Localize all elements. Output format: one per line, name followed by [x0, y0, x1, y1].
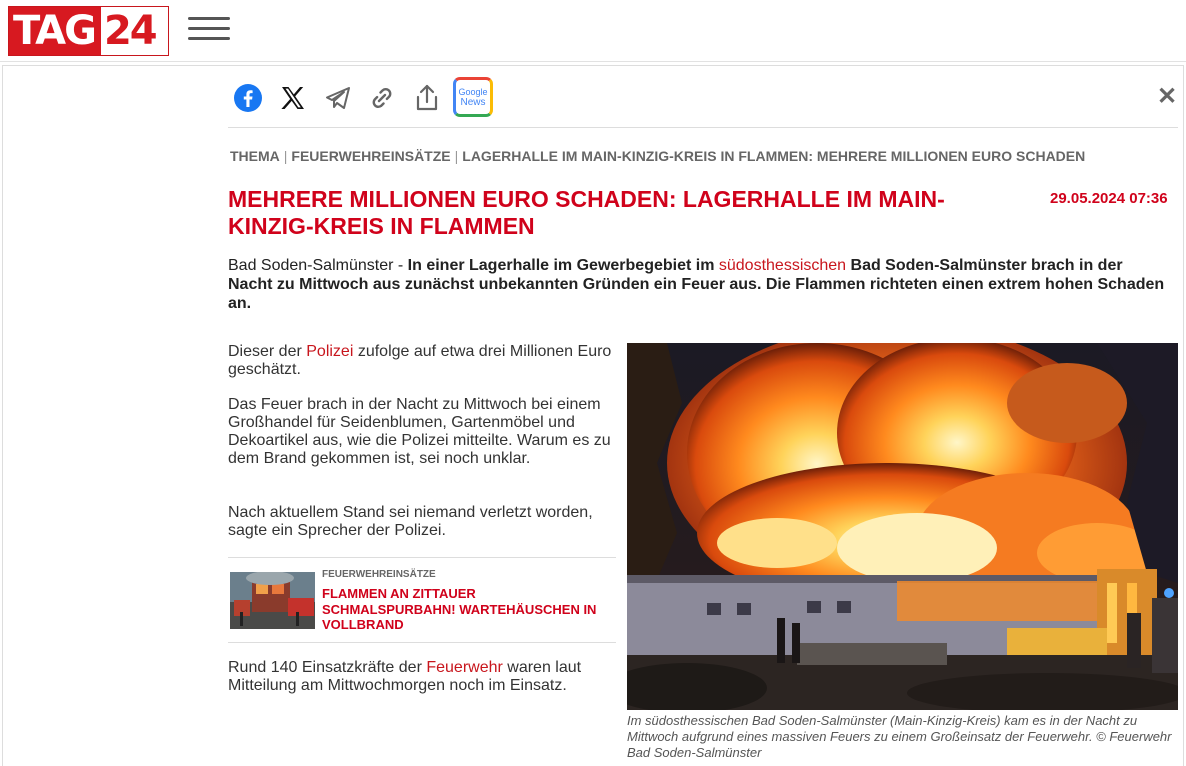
related-article-kicker: FEUERWEHREINSÄTZE — [322, 569, 436, 580]
google-news-label-2: News — [460, 96, 486, 108]
link-icon[interactable] — [364, 80, 400, 116]
breadcrumb-separator: | — [283, 148, 288, 164]
lead-location: Bad Soden-Salmünster - — [228, 257, 408, 274]
telegram-icon[interactable] — [320, 80, 356, 116]
paragraph-text: Rund 140 Einsatzkräfte der — [228, 659, 427, 676]
article-headline: MEHRERE MILLIONEN EURO SCHADEN: LAGERHALLE IM MAIN-KINZIG-KREIS IN FLAMMEN — [228, 186, 945, 239]
article-paragraph-4 — [228, 659, 618, 695]
paragraph-text: Dieser der — [228, 343, 307, 360]
paragraph-text: waren laut Mitteilung am Mittwochmorgen noch im Einsatz. — [228, 659, 582, 694]
lead-link-suedosthessischen[interactable]: südosthessischen — [718, 257, 847, 274]
breadcrumb — [230, 148, 1085, 164]
link-feuerwehr[interactable]: Feuerwehr — [426, 659, 503, 676]
hamburger-icon[interactable] — [188, 17, 230, 43]
tag24-logo[interactable] — [8, 6, 169, 56]
logo-number-text: 24 — [99, 7, 159, 55]
share-bar — [228, 76, 1178, 128]
related-article-thumbnail[interactable] — [230, 572, 315, 629]
related-article-teaser[interactable] — [228, 557, 616, 643]
site-header — [0, 0, 1186, 62]
paragraph-text: zufolge auf etwa drei Millionen Euro geschätzt. — [228, 343, 612, 378]
breadcrumb-feuerwehreinsaetze[interactable]: FEUERWEHREINSÄTZE — [291, 148, 451, 164]
article-date: 29.05.2024 07:36 — [1050, 190, 1168, 207]
facebook-icon[interactable] — [230, 80, 266, 116]
article-paragraph-1 — [228, 343, 618, 379]
lead-text-b: Bad Soden-Salmünster brach in der Nacht zu Mittwoch aus zunächst unbekannten Gründen ein Feuer aus. Die Flammen richteten einen extrem hohen Schaden an. — [228, 257, 1165, 312]
article-paragraph-2: Das Feuer brach in der Nacht zu Mittwoch bei einem Großhandel für Seidenblumen, Gartenmöbel und Dekoartikel aus, wie die Polizei mitteilte. Warum es zu dem Brand gekommen ist, sei noch unklar. — [228, 396, 611, 467]
article-paragraph-3: Nach aktuellem Stand sei niemand verletzt worden, sagte ein Sprecher der Polizei. — [228, 504, 593, 539]
google-news-label-1: Google — [458, 86, 488, 97]
article-photo-fire[interactable] — [627, 343, 1178, 710]
article-lead — [228, 256, 1168, 313]
google-news-icon[interactable] — [453, 77, 493, 117]
link-polizei[interactable]: Polizei — [306, 343, 354, 360]
logo-tag-text: TAG — [9, 7, 99, 55]
breadcrumb-separator: | — [454, 148, 459, 164]
share-icon[interactable] — [409, 80, 445, 116]
close-icon[interactable]: ✕ — [1156, 83, 1178, 110]
lead-text-a: In einer Lagerhalle im Gewerbegebiet im — [407, 257, 719, 274]
breadcrumb-thema[interactable]: THEMA — [230, 148, 280, 164]
x-icon[interactable] — [275, 80, 311, 116]
photo-caption: Im südosthessischen Bad Soden-Salmünster (Main-Kinzig-Kreis) kam es in der Nacht zu Mittwoch aufgrund eines massiven Feuers zu einem Großeinsatz der Feuerwehr. © Feuerwehr Bad Soden-Salmünster — [627, 713, 1172, 760]
related-article-title[interactable]: FLAMMEN AN ZITTAUER SCHMALSPURBAHN! WARTEHÄUSCHEN IN VOLLBRAND — [322, 586, 597, 632]
breadcrumb-current[interactable]: LAGERHALLE IM MAIN-KINZIG-KREIS IN FLAMMEN: MEHRERE MILLIONEN EURO SCHADEN — [462, 148, 1086, 164]
